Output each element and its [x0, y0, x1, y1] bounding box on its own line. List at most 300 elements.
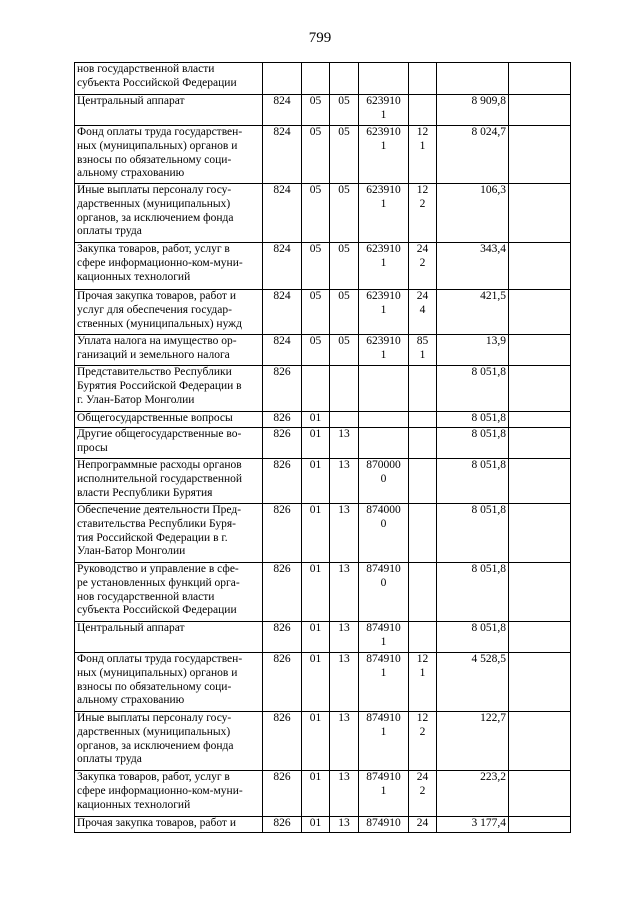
target-article-line: 1: [380, 139, 387, 152]
item-name-line: Закупка товаров, работ, услуг в: [77, 771, 230, 783]
subsection-code: 05: [338, 290, 350, 302]
subsection-code: 13: [338, 428, 350, 440]
amount-value: 122,7: [480, 712, 506, 724]
item-name-line: ставительства Республики Буря-: [77, 517, 236, 530]
item-name-line: сфере информационно-ком-муни-: [77, 784, 243, 797]
section-code-cell: [302, 771, 330, 817]
item-name-line: услуг для обеспечения государ-: [77, 303, 232, 316]
ministry-code: 826: [273, 817, 291, 829]
section-code-cell: [302, 817, 330, 833]
item-name-line: дарственных (муниципальных): [77, 725, 231, 738]
item-name-line: Закупка товаров, работ, услуг в: [77, 243, 230, 255]
item-name-line: Руководство и управление в сфе-: [77, 563, 239, 575]
expense-type-line: 1: [419, 666, 426, 679]
target-article-cell: [359, 335, 409, 366]
amount-cell: [437, 622, 509, 653]
target-article-line: 870000: [366, 459, 401, 471]
item-name-cell: [75, 563, 263, 622]
section-code: 01: [309, 412, 322, 424]
expense-type-cell: [409, 563, 437, 622]
section-code: 01: [309, 504, 322, 516]
section-code-cell: [302, 504, 330, 563]
expense-type-line: 1: [419, 139, 426, 152]
expense-type-cell: [409, 653, 437, 712]
empty-cell: [509, 428, 571, 459]
section-code: 01: [309, 459, 322, 471]
page-number: 799: [308, 30, 332, 46]
amount-cell: [437, 126, 509, 184]
table-row: [75, 504, 571, 563]
expense-type-line: 12: [416, 184, 429, 196]
target-article-line: 623910: [366, 335, 401, 347]
item-name-cell: [75, 817, 263, 833]
item-name-line: альному страхованию: [77, 694, 185, 707]
ministry-code-cell: [263, 563, 302, 622]
ministry-code: 826: [273, 771, 291, 783]
target-article-line: 874910: [366, 817, 401, 829]
ministry-code-cell: [263, 63, 302, 95]
item-name-line: дарственных (муниципальных): [77, 197, 231, 210]
item-name-line: г. Улан-Батор Монголии: [77, 393, 195, 406]
ministry-code-cell: [263, 184, 302, 243]
target-article-line: 874910: [366, 653, 401, 665]
item-name-line: ганизаций и земельного налога: [77, 348, 230, 361]
amount-cell: [437, 95, 509, 126]
target-article-cell: [359, 712, 409, 771]
subsection-code-cell: [330, 335, 359, 366]
amount-cell: [437, 366, 509, 412]
item-name-cell: [75, 366, 263, 412]
empty-cell: [509, 126, 571, 184]
expense-type-cell: [409, 290, 437, 335]
table-row: [75, 563, 571, 622]
amount-cell: [437, 184, 509, 243]
target-article-cell: [359, 366, 409, 412]
table-row: [75, 243, 571, 290]
ministry-code-cell: [263, 504, 302, 563]
subsection-code-cell: [330, 622, 359, 653]
subsection-code: 13: [338, 622, 350, 634]
expense-type-cell: [409, 712, 437, 771]
table-row: [75, 412, 571, 428]
amount-cell: [437, 428, 509, 459]
subsection-code: 13: [338, 563, 350, 575]
section-code: 05: [309, 126, 322, 138]
amount-value: 8 051,8: [471, 366, 506, 378]
section-code-cell: [302, 95, 330, 126]
expense-type-cell: [409, 622, 437, 653]
section-code-cell: [302, 653, 330, 712]
expense-type-cell: [409, 428, 437, 459]
amount-value: 8 909,8: [471, 95, 506, 107]
subsection-code: 13: [338, 653, 350, 665]
section-code-cell: [302, 243, 330, 290]
expense-type-line: 2: [419, 784, 426, 797]
section-code: 05: [309, 335, 322, 347]
table-row: [75, 653, 571, 712]
item-name-line: Улан-Батор Монголии: [77, 545, 186, 558]
amount-cell: [437, 771, 509, 817]
amount-cell: [437, 290, 509, 335]
expense-type-line: 12: [416, 126, 429, 138]
ministry-code: 824: [273, 184, 291, 196]
table-row: [75, 459, 571, 504]
ministry-code: 826: [273, 563, 291, 575]
target-article-cell: [359, 504, 409, 563]
expense-type-line: 1: [419, 348, 426, 361]
section-code: 01: [309, 653, 322, 665]
amount-value: 8 051,8: [471, 459, 506, 471]
ministry-code: 824: [273, 95, 291, 107]
expense-type-line: 12: [416, 653, 429, 665]
ministry-code-cell: [263, 771, 302, 817]
expense-type-line: 24: [416, 243, 429, 255]
expense-type-cell: [409, 459, 437, 504]
ministry-code: 826: [273, 366, 291, 378]
item-name-cell: [75, 622, 263, 653]
item-name-line: взносы по обязательному соци-: [77, 153, 232, 166]
expense-type-cell: [409, 184, 437, 243]
amount-cell: [437, 563, 509, 622]
section-code: 01: [309, 622, 322, 634]
target-article-line: 1: [380, 784, 387, 797]
ministry-code-cell: [263, 366, 302, 412]
expense-type-line: 24: [416, 290, 429, 302]
subsection-code-cell: [330, 63, 359, 95]
item-name-line: органов, за исключением фонда: [77, 739, 234, 752]
expense-type-cell: [409, 243, 437, 290]
ministry-code-cell: [263, 428, 302, 459]
ministry-code: 826: [273, 412, 291, 424]
empty-cell: [509, 366, 571, 412]
target-article-line: 1: [380, 108, 387, 121]
amount-value: 8 051,8: [471, 504, 506, 516]
item-name-line: кационных технологий: [77, 270, 191, 283]
item-name-line: власти Республики Бурятия: [77, 486, 213, 499]
amount-value: 3 177,4: [471, 817, 506, 829]
ministry-code-cell: [263, 622, 302, 653]
target-article-line: 874910: [366, 563, 401, 575]
amount-value: 223,2: [480, 771, 506, 783]
table-row: [75, 712, 571, 771]
target-article-cell: [359, 428, 409, 459]
amount-value: 8 051,8: [471, 563, 506, 575]
item-name-line: Иные выплаты персоналу госу-: [77, 712, 232, 724]
target-article-cell: [359, 63, 409, 95]
ministry-code-cell: [263, 243, 302, 290]
target-article-line: 874910: [366, 712, 401, 724]
subsection-code-cell: [330, 771, 359, 817]
amount-value: 8 024,7: [471, 126, 506, 138]
item-name-line: сфере информационно-ком-муни-: [77, 256, 243, 269]
item-name-line: Прочая закупка товаров, работ и: [77, 817, 236, 829]
item-name-cell: [75, 184, 263, 243]
subsection-code-cell: [330, 95, 359, 126]
empty-cell: [509, 459, 571, 504]
expense-type-line: 12: [416, 712, 429, 724]
subsection-code: 05: [338, 335, 350, 347]
ministry-code: 826: [273, 622, 291, 634]
section-code: 01: [309, 712, 322, 724]
target-article-line: 623910: [366, 184, 401, 196]
item-name-line: Центральный аппарат: [77, 622, 185, 634]
empty-cell: [509, 817, 571, 833]
expense-type-line: 85: [416, 335, 429, 347]
item-name-line: Представительство Республики: [77, 366, 232, 378]
subsection-code: 05: [338, 243, 350, 255]
expense-type-cell: [409, 63, 437, 95]
target-article-line: 1: [380, 197, 387, 210]
section-code-cell: [302, 366, 330, 412]
subsection-code-cell: [330, 459, 359, 504]
section-code: 01: [309, 771, 322, 783]
amount-value: 421,5: [480, 290, 506, 302]
item-name-line: Иные выплаты персоналу госу-: [77, 184, 232, 196]
expense-type-cell: [409, 95, 437, 126]
item-name-line: Бурятия Российской Федерации в: [77, 379, 242, 392]
item-name-line: оплаты труда: [77, 753, 142, 766]
section-code-cell: [302, 563, 330, 622]
item-name-line: Обеспечение деятельности Пред-: [77, 504, 242, 516]
target-article-cell: [359, 243, 409, 290]
target-article-cell: [359, 771, 409, 817]
target-article-cell: [359, 95, 409, 126]
subsection-code-cell: [330, 504, 359, 563]
target-article-cell: [359, 184, 409, 243]
subsection-code-cell: [330, 290, 359, 335]
empty-cell: [509, 712, 571, 771]
item-name-line: ственных (муниципальных) нужд: [77, 317, 242, 330]
item-name-cell: [75, 63, 263, 95]
item-name-line: оплаты труда: [77, 225, 142, 238]
item-name-cell: [75, 504, 263, 563]
expense-type-cell: [409, 817, 437, 833]
item-name-cell: [75, 126, 263, 184]
item-name-line: Прочая закупка товаров, работ и: [77, 290, 236, 302]
item-name-line: просы: [77, 441, 108, 454]
subsection-code: 13: [338, 771, 350, 783]
table-row: [75, 126, 571, 184]
ministry-code-cell: [263, 290, 302, 335]
table-row: [75, 184, 571, 243]
item-name-line: кационных технологий: [77, 798, 191, 811]
ministry-code-cell: [263, 95, 302, 126]
empty-cell: [509, 771, 571, 817]
expense-type-cell: [409, 366, 437, 412]
target-article-line: 1: [380, 725, 387, 738]
expense-type-cell: [409, 335, 437, 366]
table-row: [75, 335, 571, 366]
item-name-cell: [75, 335, 263, 366]
item-name-line: Другие общегосударственные во-: [77, 428, 242, 440]
item-name-line: Центральный аппарат: [77, 95, 185, 107]
subsection-code: 05: [338, 126, 350, 138]
subsection-code-cell: [330, 243, 359, 290]
target-article-line: 0: [380, 576, 387, 589]
section-code: 01: [309, 428, 322, 440]
ministry-code-cell: [263, 712, 302, 771]
amount-cell: [437, 459, 509, 504]
section-code: 05: [309, 95, 322, 107]
target-article-line: 623910: [366, 126, 401, 138]
section-code: 05: [309, 243, 322, 255]
section-code-cell: [302, 459, 330, 504]
empty-cell: [509, 184, 571, 243]
target-article-cell: [359, 817, 409, 833]
table-row: [75, 63, 571, 95]
amount-value: 8 051,8: [471, 412, 506, 424]
empty-cell: [509, 653, 571, 712]
ministry-code: 824: [273, 243, 291, 255]
item-name-cell: [75, 428, 263, 459]
amount-value: 13,9: [485, 335, 506, 347]
subsection-code-cell: [330, 653, 359, 712]
amount-value: 8 051,8: [471, 428, 506, 440]
subsection-code: 13: [338, 712, 350, 724]
item-name-cell: [75, 459, 263, 504]
item-name-cell: [75, 412, 263, 428]
ministry-code: 826: [273, 653, 291, 665]
subsection-code-cell: [330, 184, 359, 243]
empty-cell: [509, 504, 571, 563]
item-name-cell: [75, 290, 263, 335]
item-name-line: Непрограммные расходы органов: [77, 459, 242, 471]
table-row: [75, 95, 571, 126]
target-article-line: 1: [380, 666, 387, 679]
table-row: [75, 290, 571, 335]
item-name-line: ных (муниципальных) органов и: [77, 139, 238, 152]
ministry-code-cell: [263, 653, 302, 712]
budget-table: [74, 62, 571, 833]
section-code: 05: [309, 290, 322, 302]
ministry-code-cell: [263, 459, 302, 504]
ministry-code: 826: [273, 712, 291, 724]
table-row: [75, 771, 571, 817]
subsection-code: 13: [338, 504, 350, 516]
section-code-cell: [302, 335, 330, 366]
item-name-line: Уплата налога на имущество ор-: [77, 335, 237, 347]
ministry-code: 824: [273, 126, 291, 138]
target-article-line: 1: [380, 303, 387, 316]
amount-cell: [437, 712, 509, 771]
item-name-line: ре установленных функций орга-: [77, 576, 240, 589]
section-code: 01: [309, 563, 322, 575]
target-article-cell: [359, 290, 409, 335]
subsection-code: 13: [338, 459, 350, 471]
section-code-cell: [302, 290, 330, 335]
item-name-cell: [75, 95, 263, 126]
section-code-cell: [302, 126, 330, 184]
target-article-line: 874910: [366, 771, 401, 783]
ministry-code-cell: [263, 335, 302, 366]
empty-cell: [509, 335, 571, 366]
expense-type-cell: [409, 412, 437, 428]
target-article-cell: [359, 622, 409, 653]
item-name-line: Фонд оплаты труда государствен-: [77, 126, 243, 138]
target-article-cell: [359, 412, 409, 428]
section-code: 05: [309, 184, 322, 196]
item-name-line: взносы по обязательному соци-: [77, 680, 232, 693]
ministry-code: 826: [273, 428, 291, 440]
subsection-code: 13: [338, 817, 350, 829]
amount-value: 4 528,5: [471, 653, 506, 665]
table-row: [75, 428, 571, 459]
item-name-line: Общегосударственные вопросы: [77, 412, 233, 424]
target-article-line: 1: [380, 635, 387, 648]
amount-cell: [437, 335, 509, 366]
item-name-line: субъекта Российской Федерации: [77, 76, 237, 89]
amount-cell: [437, 817, 509, 833]
amount-cell: [437, 412, 509, 428]
target-article-line: 623910: [366, 95, 401, 107]
subsection-code: 05: [338, 95, 350, 107]
ministry-code: 826: [273, 504, 291, 516]
target-article-line: 874000: [366, 504, 401, 516]
ministry-code: 826: [273, 459, 291, 471]
ministry-code-cell: [263, 817, 302, 833]
ministry-code-cell: [263, 412, 302, 428]
subsection-code-cell: [330, 712, 359, 771]
expense-type-cell: [409, 504, 437, 563]
item-name-line: исполнительной государственной: [77, 472, 243, 485]
table-row: [75, 817, 571, 833]
subsection-code-cell: [330, 126, 359, 184]
item-name-line: тия Российской Федерации в г.: [77, 531, 228, 544]
amount-cell: [437, 504, 509, 563]
budget-table-body: [75, 63, 571, 833]
amount-cell: [437, 63, 509, 95]
ministry-code: 824: [273, 335, 291, 347]
item-name-line: Фонд оплаты труда государствен-: [77, 653, 243, 665]
expense-type-line: 2: [419, 256, 426, 269]
item-name-cell: [75, 712, 263, 771]
ministry-code: 824: [273, 290, 291, 302]
target-article-cell: [359, 459, 409, 504]
section-code-cell: [302, 428, 330, 459]
item-name-cell: [75, 243, 263, 290]
item-name-line: ных (муниципальных) органов и: [77, 666, 238, 679]
subsection-code-cell: [330, 366, 359, 412]
empty-cell: [509, 95, 571, 126]
item-name-cell: [75, 771, 263, 817]
expense-type-cell: [409, 771, 437, 817]
target-article-cell: [359, 563, 409, 622]
item-name-line: нов государственной власти: [77, 63, 215, 75]
empty-cell: [509, 63, 571, 95]
section-code-cell: [302, 184, 330, 243]
target-article-line: 1: [380, 348, 387, 361]
amount-value: 8 051,8: [471, 622, 506, 634]
section-code-cell: [302, 63, 330, 95]
expense-type-line: 4: [419, 303, 426, 316]
subsection-code-cell: [330, 817, 359, 833]
target-article-line: 623910: [366, 290, 401, 302]
target-article-line: 0: [380, 472, 387, 485]
ministry-code-cell: [263, 126, 302, 184]
section-code-cell: [302, 622, 330, 653]
expense-type-line: 2: [419, 197, 426, 210]
amount-value: 343,4: [480, 243, 506, 255]
section-code-cell: [302, 412, 330, 428]
subsection-code-cell: [330, 563, 359, 622]
empty-cell: [509, 290, 571, 335]
section-code: 01: [309, 817, 322, 829]
target-article-cell: [359, 126, 409, 184]
amount-value: 106,3: [480, 184, 506, 196]
item-name-line: органов, за исключением фонда: [77, 211, 234, 224]
item-name-cell: [75, 653, 263, 712]
target-article-cell: [359, 653, 409, 712]
